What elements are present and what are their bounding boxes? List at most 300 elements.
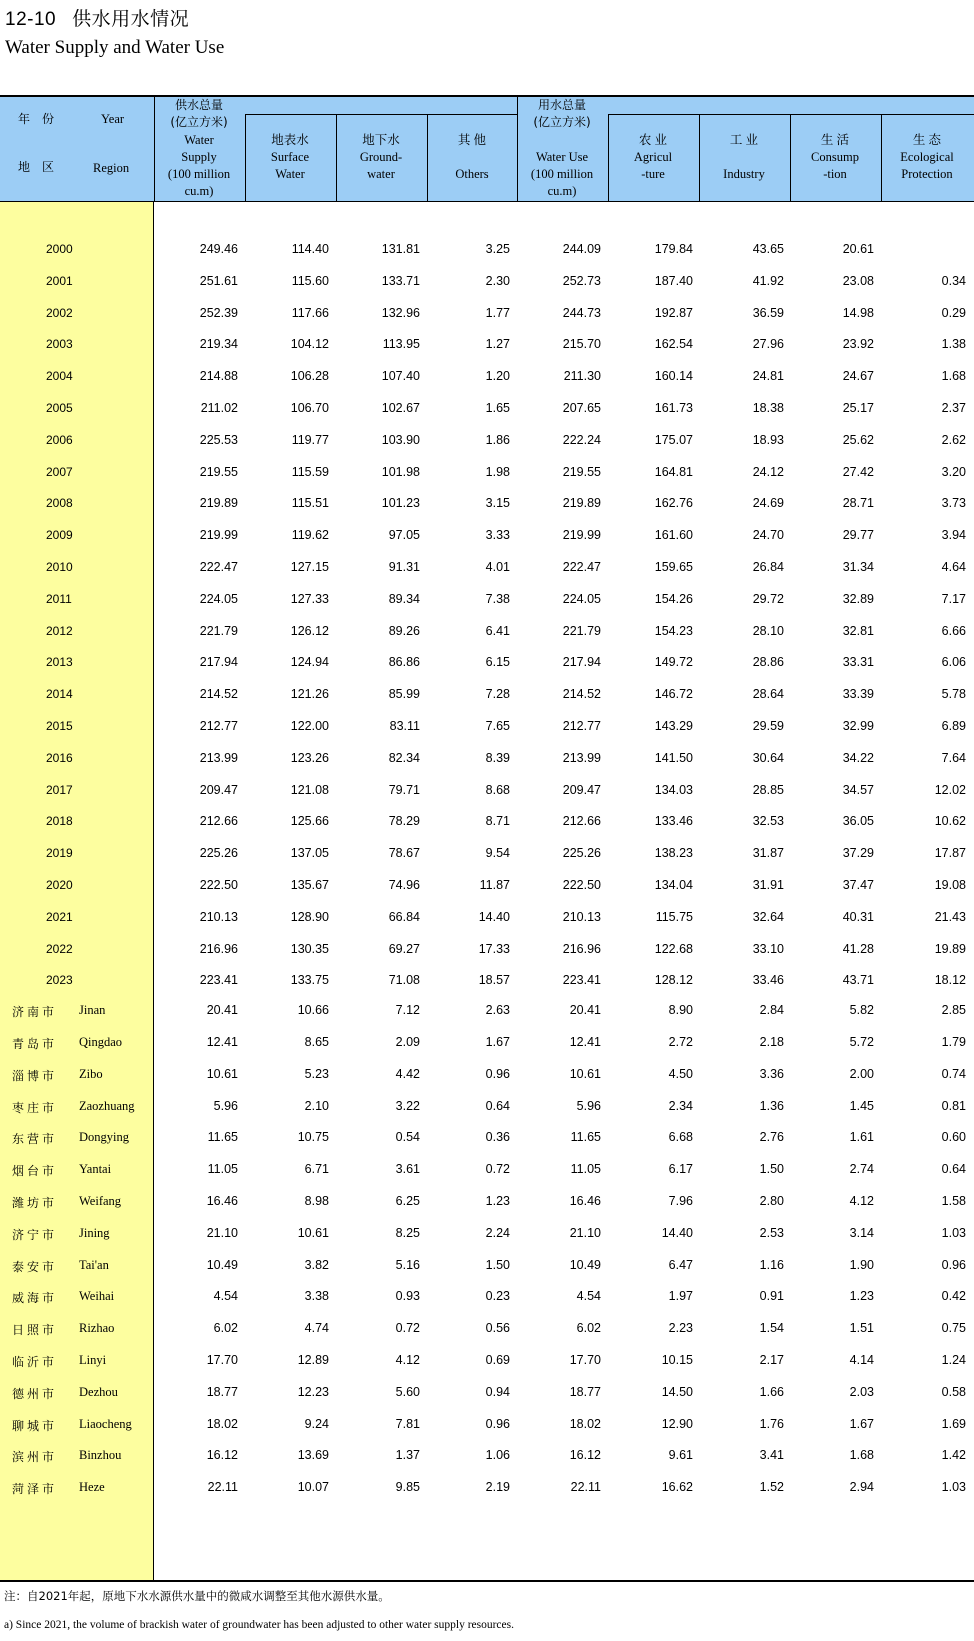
- table-cell: 14.50: [661, 1384, 693, 1399]
- table-cell: 212.77: [562, 719, 601, 733]
- table-cell: 23.92: [842, 337, 874, 352]
- table-cell: 7.12: [395, 1003, 420, 1018]
- table-cell: 29.59: [752, 719, 784, 733]
- table-row: [0, 1250, 974, 1282]
- header-divider: [245, 114, 246, 201]
- row-region-cn: 滨州市: [12, 1450, 58, 1465]
- table-cell: 97.05: [388, 528, 420, 543]
- table-cell: 8.98: [304, 1194, 329, 1208]
- table-cell: 3.41: [759, 1448, 784, 1463]
- table-cell: 85.99: [388, 687, 420, 702]
- table-cell: 5.72: [849, 1035, 874, 1049]
- table-cell: 222.24: [562, 432, 601, 447]
- row-region-en: Rizhao: [79, 1321, 115, 1336]
- table-cell: 135.67: [290, 878, 329, 892]
- table-cell: 0.96: [941, 1257, 966, 1272]
- table-cell: 1.90: [849, 1257, 874, 1272]
- table-cell: 23.08: [842, 273, 874, 288]
- row-year-label: 2021: [46, 909, 73, 924]
- table-cell: 3.73: [941, 496, 966, 511]
- table-cell: 103.90: [381, 432, 420, 447]
- table-cell: 18.38: [752, 401, 784, 415]
- table-cell: 214.52: [562, 687, 601, 702]
- table-cell: 10.66: [297, 1003, 329, 1018]
- table-cell: 3.38: [304, 1289, 329, 1304]
- table-cell: 0.75: [941, 1321, 966, 1336]
- row-region-en: Binzhou: [79, 1448, 122, 1463]
- table-cell: 0.81: [941, 1098, 966, 1113]
- table-cell: 5.82: [849, 1003, 874, 1018]
- table-cell: 175.07: [654, 432, 693, 447]
- table-cell: 4.42: [395, 1066, 420, 1081]
- table-row: [0, 1345, 974, 1377]
- row-region-en: Linyi: [79, 1353, 107, 1367]
- table-cell: 1.03: [941, 1480, 966, 1495]
- table-cell: 143.29: [654, 719, 693, 733]
- header-water-use: Water Use (100 million cu.m): [530, 150, 594, 198]
- table-cell: 28.10: [752, 623, 784, 638]
- table-cell: 9.85: [395, 1480, 420, 1495]
- table-row: [0, 329, 974, 361]
- table-cell: 0.72: [395, 1321, 420, 1336]
- table-row: [0, 1472, 974, 1504]
- table-cell: 131.81: [381, 242, 420, 256]
- table-row: [0, 552, 974, 584]
- table-cell: 0.69: [485, 1353, 510, 1367]
- row-year-label: 2013: [46, 655, 73, 670]
- table-cell: 160.14: [654, 369, 693, 384]
- table-cell: 4.74: [304, 1321, 329, 1336]
- table-cell: 10.61: [569, 1066, 601, 1081]
- table-cell: 43.71: [842, 973, 874, 988]
- table-cell: 7.38: [485, 591, 510, 606]
- table-cell: 22.11: [570, 1480, 601, 1495]
- table-cell: 19.08: [934, 878, 966, 892]
- row-region-cn: 青岛市: [12, 1037, 58, 1051]
- row-year-label: 2019: [46, 846, 73, 861]
- row-region-cn: 烟台市: [12, 1164, 58, 1179]
- table-cell: 113.95: [382, 337, 420, 352]
- table-cell: 33.31: [842, 655, 874, 670]
- table-cell: 17.33: [478, 941, 510, 956]
- table-cell: 1.50: [485, 1257, 510, 1272]
- table-cell: 0.34: [941, 273, 966, 288]
- table-cell: 17.70: [569, 1353, 601, 1367]
- table-cell: 115.75: [655, 909, 693, 924]
- table-cell: 6.15: [485, 655, 510, 670]
- table-cell: 133.75: [290, 973, 329, 988]
- table-row: [0, 1091, 974, 1123]
- table-cell: 1.69: [941, 1416, 966, 1431]
- table-cell: 123.26: [290, 750, 329, 765]
- table-cell: 1.68: [941, 369, 966, 384]
- row-region-en: Weifang: [79, 1194, 122, 1208]
- table-cell: 31.91: [752, 878, 784, 892]
- table-cell: 12.02: [934, 782, 966, 797]
- table-cell: 74.96: [388, 878, 420, 892]
- table-row: [0, 361, 974, 393]
- table-cell: 27.96: [752, 337, 784, 352]
- row-region-en: Dongying: [79, 1130, 129, 1145]
- table-cell: 187.40: [654, 273, 693, 288]
- table-cell: 7.65: [485, 719, 510, 733]
- table-cell: 37.47: [842, 878, 874, 892]
- header-region-en: Region: [93, 161, 130, 175]
- table-cell: 41.28: [842, 941, 874, 956]
- table-cell: 138.23: [654, 846, 693, 861]
- table-cell: 18.12: [934, 973, 966, 988]
- row-year-label: 2015: [46, 719, 73, 733]
- table-cell: 154.26: [654, 591, 693, 606]
- table-cell: 20.61: [842, 242, 874, 256]
- row-region-en: Tai'an: [79, 1257, 109, 1272]
- table-cell: 91.31: [388, 560, 420, 574]
- table-cell: 30.64: [752, 750, 784, 765]
- table-cell: 149.72: [654, 655, 693, 670]
- table-cell: 107.40: [381, 369, 420, 384]
- table-cell: 1.76: [759, 1416, 784, 1431]
- table-row: [0, 1027, 974, 1059]
- row-year-label: 2001: [46, 273, 73, 288]
- table-cell: 106.70: [290, 401, 329, 415]
- table-cell: 0.64: [485, 1098, 510, 1113]
- table-cell: 6.71: [304, 1162, 329, 1177]
- table-cell: 217.94: [562, 655, 601, 670]
- table-cell: 211.30: [563, 369, 601, 384]
- table-cell: 1.37: [395, 1448, 420, 1463]
- table-cell: 5.96: [576, 1098, 601, 1113]
- table-cell: 12.90: [661, 1416, 693, 1431]
- table-cell: 32.53: [752, 814, 784, 829]
- table-cell: 2.18: [759, 1035, 784, 1049]
- table-cell: 25.62: [842, 432, 874, 447]
- table-cell: 1.51: [849, 1321, 874, 1336]
- table-cell: 221.79: [199, 623, 238, 638]
- table-cell: 1.50: [759, 1162, 784, 1177]
- table-cell: 2.84: [759, 1003, 784, 1018]
- table-cell: 27.42: [842, 464, 874, 479]
- table-cell: 192.87: [654, 305, 693, 320]
- table-cell: 43.65: [752, 242, 784, 256]
- footnote-en: a) Since 2021, the volume of brackish water of groundwater has been adjusted to other water supply resources.: [4, 1619, 514, 1631]
- table-cell: 2.80: [759, 1194, 784, 1208]
- table-row: [0, 616, 974, 648]
- table-cell: 1.23: [485, 1194, 510, 1208]
- table-row: [0, 393, 974, 425]
- table-cell: 221.79: [562, 623, 601, 638]
- row-year-label: 2016: [46, 750, 73, 765]
- table-cell: 101.98: [381, 464, 420, 479]
- table-cell: 10.49: [569, 1257, 601, 1272]
- header-others: 其 他 Others: [455, 133, 489, 181]
- table-cell: 0.91: [759, 1289, 784, 1304]
- table-cell: 16.46: [206, 1194, 238, 1208]
- table-cell: 10.15: [661, 1353, 693, 1367]
- table-cell: 21.10: [569, 1225, 601, 1240]
- table-cell: 119.77: [291, 432, 329, 447]
- table-cell: 216.96: [199, 941, 238, 956]
- table-cell: 86.86: [388, 655, 420, 670]
- page-title-cn: [5, 4, 189, 31]
- table-cell: 11.65: [570, 1130, 601, 1145]
- table-cell: 24.81: [752, 369, 784, 384]
- header-region-cn: 地 区: [18, 160, 55, 174]
- table-cell: 71.08: [388, 973, 420, 988]
- header-divider: [517, 97, 518, 201]
- table-cell: 2.17: [759, 1353, 784, 1367]
- header-divider: [336, 114, 337, 201]
- table-row: [0, 902, 974, 934]
- table-cell: 3.82: [304, 1257, 329, 1272]
- table-cell: 3.36: [759, 1066, 784, 1081]
- table-cell: 2.62: [941, 432, 966, 447]
- row-region-en: Jinan: [79, 1003, 106, 1018]
- table-cell: 252.39: [199, 305, 238, 320]
- table-row: [0, 425, 974, 457]
- row-region-en: Zaozhuang: [79, 1098, 135, 1113]
- table-cell: 24.12: [752, 464, 784, 479]
- table-cell: 214.52: [199, 687, 238, 702]
- table-cell: 249.46: [199, 242, 238, 256]
- table-cell: 1.16: [759, 1257, 784, 1272]
- table-cell: 3.20: [941, 464, 966, 479]
- row-region-cn: 济宁市: [12, 1227, 58, 1242]
- row-year-label: 2007: [46, 464, 73, 479]
- table-cell: 132.96: [381, 305, 420, 320]
- table-cell: 0.42: [941, 1289, 966, 1304]
- table-cell: 4.50: [668, 1066, 693, 1081]
- table-cell: 7.96: [668, 1194, 693, 1208]
- table-cell: 219.55: [199, 464, 238, 479]
- table-cell: 244.09: [562, 242, 601, 256]
- table-cell: 2.03: [849, 1384, 874, 1399]
- table-cell: 18.77: [569, 1384, 601, 1399]
- table-cell: 0.64: [941, 1162, 966, 1177]
- table-cell: 33.46: [752, 973, 784, 988]
- row-region-en: Dezhou: [79, 1384, 118, 1399]
- table-row: [0, 1313, 974, 1345]
- table-body: [0, 202, 974, 1582]
- row-year-label: 2008: [46, 496, 73, 511]
- table-cell: 7.64: [941, 750, 966, 765]
- table-cell: 115.60: [291, 273, 329, 288]
- table-cell: 36.05: [842, 814, 874, 829]
- table-cell: 6.17: [668, 1162, 693, 1177]
- table-row: [0, 1122, 974, 1154]
- table-row: [0, 457, 974, 489]
- table-cell: 33.39: [842, 687, 874, 702]
- header-divider: [245, 114, 517, 115]
- table-cell: 222.50: [562, 878, 601, 892]
- row-year-label: 2017: [46, 782, 73, 797]
- table-cell: 19.89: [934, 941, 966, 956]
- table-cell: 126.12: [290, 623, 329, 638]
- row-year-label: 2012: [46, 623, 73, 638]
- row-region-cn: 泰安市: [12, 1259, 58, 1274]
- row-region-en: Liaocheng: [79, 1416, 132, 1431]
- table-cell: 1.45: [849, 1098, 874, 1113]
- table-cell: 2.19: [485, 1480, 510, 1495]
- table-cell: 128.12: [654, 973, 693, 988]
- table-cell: 2.72: [668, 1035, 693, 1049]
- table-cell: 5.60: [395, 1384, 420, 1399]
- table-row: [0, 1440, 974, 1472]
- row-region-cn: 枣庄市: [12, 1100, 58, 1115]
- table-cell: 8.68: [485, 782, 510, 797]
- table-cell: 5.23: [304, 1066, 329, 1081]
- row-year-label: 2003: [46, 337, 73, 352]
- table-cell: 219.34: [199, 337, 238, 352]
- table-cell: 225.26: [562, 846, 601, 861]
- table-row: [0, 965, 974, 997]
- table-cell: 36.59: [752, 305, 784, 320]
- table-row: [0, 584, 974, 616]
- header-use-group: 用水总量 (亿立方米): [533, 98, 591, 129]
- row-region-cn: 临沂市: [12, 1355, 58, 1369]
- table-cell: 2.74: [849, 1162, 874, 1177]
- table-cell: 3.22: [395, 1098, 420, 1113]
- header-year-en: Year: [101, 112, 125, 126]
- table-cell: 1.77: [485, 305, 510, 320]
- table-cell: 11.65: [207, 1130, 238, 1145]
- row-year-label: 2002: [46, 305, 73, 320]
- table-cell: 6.47: [668, 1257, 693, 1272]
- table-cell: 6.02: [576, 1321, 601, 1336]
- table-cell: 2.34: [668, 1098, 693, 1113]
- table-cell: 5.96: [213, 1098, 238, 1113]
- table-cell: 219.99: [199, 528, 238, 543]
- table-cell: 40.31: [842, 909, 874, 924]
- row-year-label: 2000: [46, 242, 73, 256]
- row-year-label: 2004: [46, 369, 73, 384]
- table-cell: 8.65: [304, 1035, 329, 1049]
- row-region-en: Weihai: [79, 1289, 115, 1304]
- table-cell: 6.06: [941, 655, 966, 670]
- table-cell: 89.34: [388, 591, 420, 606]
- row-region-cn: 淄博市: [12, 1068, 58, 1083]
- table-cell: 3.61: [395, 1162, 420, 1177]
- table-cell: 154.23: [654, 623, 693, 638]
- table-cell: 0.94: [485, 1384, 510, 1399]
- table-cell: 222.47: [199, 560, 238, 574]
- table-cell: 0.74: [941, 1066, 966, 1081]
- table-cell: 28.71: [842, 496, 874, 511]
- table-cell: 223.41: [562, 973, 601, 988]
- row-region-cn: 菏泽市: [12, 1482, 58, 1497]
- table-cell: 214.88: [199, 369, 238, 384]
- table-cell: 8.39: [485, 750, 510, 765]
- table-cell: 34.57: [842, 782, 874, 797]
- table-cell: 146.72: [654, 687, 693, 702]
- table-cell: 102.67: [381, 401, 420, 415]
- table-cell: 225.26: [199, 846, 238, 861]
- row-region-cn: 日照市: [12, 1323, 58, 1338]
- table-cell: 4.01: [485, 560, 510, 574]
- table-cell: 1.52: [759, 1480, 784, 1495]
- table-cell: 207.65: [562, 401, 601, 415]
- table-cell: 209.47: [562, 782, 601, 797]
- table-cell: 10.49: [206, 1257, 238, 1272]
- table-cell: 0.54: [395, 1130, 420, 1145]
- table-cell: 6.89: [941, 719, 966, 733]
- table-cell: 8.71: [485, 814, 510, 829]
- table-cell: 216.96: [562, 941, 601, 956]
- table-cell: 141.50: [654, 750, 693, 765]
- table-cell: 2.10: [304, 1098, 329, 1113]
- table-cell: 4.54: [576, 1289, 601, 1304]
- header-divider: [608, 114, 609, 201]
- table-number: 12-10: [5, 9, 57, 30]
- table-row: [0, 1281, 974, 1313]
- table-cell: 7.17: [941, 591, 966, 606]
- table-row: [0, 647, 974, 679]
- table-cell: 2.23: [668, 1321, 693, 1336]
- table-cell: 79.71: [388, 782, 420, 797]
- table-cell: 13.69: [297, 1448, 329, 1463]
- table-cell: 0.96: [485, 1416, 510, 1431]
- table-cell: 1.36: [759, 1098, 784, 1113]
- table-cell: 1.61: [849, 1130, 874, 1145]
- table-cell: 29.72: [752, 591, 784, 606]
- table-row: [0, 775, 974, 807]
- table-cell: 121.26: [290, 687, 329, 702]
- table-cell: 130.35: [290, 941, 329, 956]
- table-cell: 17.70: [206, 1353, 238, 1367]
- table-cell: 162.54: [654, 337, 693, 352]
- table-cell: 83.11: [389, 719, 420, 733]
- table-cell: 223.41: [199, 973, 238, 988]
- table-cell: 66.84: [388, 909, 420, 924]
- table-cell: 28.85: [752, 782, 784, 797]
- table-cell: 33.10: [752, 941, 784, 956]
- table-cell: 0.96: [485, 1066, 510, 1081]
- table-cell: 24.70: [752, 528, 784, 543]
- table-row: [0, 806, 974, 838]
- table-cell: 161.73: [654, 401, 693, 415]
- table-cell: 4.64: [941, 560, 966, 574]
- table-cell: 1.67: [485, 1035, 510, 1049]
- table-cell: 1.23: [849, 1289, 874, 1304]
- table-cell: 5.78: [941, 687, 966, 702]
- table-cell: 0.29: [941, 305, 966, 320]
- table-cell: 32.99: [842, 719, 874, 733]
- table-cell: 3.33: [485, 528, 510, 543]
- table-header: [0, 95, 974, 202]
- table-cell: 18.77: [206, 1384, 238, 1399]
- row-region-cn: 潍坊市: [12, 1196, 58, 1210]
- table-cell: 219.99: [562, 528, 601, 543]
- table-cell: 125.66: [290, 814, 329, 829]
- table-cell: 10.07: [297, 1480, 329, 1495]
- table-cell: 2.53: [759, 1225, 784, 1240]
- table-cell: 16.12: [206, 1448, 238, 1463]
- table-cell: 16.46: [569, 1194, 601, 1208]
- table-cell: 6.68: [668, 1130, 693, 1145]
- row-region-en: Yantai: [79, 1162, 112, 1177]
- table-cell: 12.41: [206, 1035, 238, 1049]
- row-year-label: 2014: [46, 687, 73, 702]
- table-cell: 101.23: [381, 496, 420, 511]
- row-region-en: Jining: [79, 1225, 110, 1240]
- table-cell: 2.94: [849, 1480, 874, 1495]
- table-cell: 5.16: [395, 1257, 420, 1272]
- row-region-cn: 威海市: [12, 1291, 58, 1306]
- table-cell: 164.81: [654, 464, 693, 479]
- row-region-cn: 聊城市: [12, 1418, 58, 1433]
- table-cell: 3.25: [485, 242, 510, 256]
- table-cell: 209.47: [199, 782, 238, 797]
- row-region-en: Qingdao: [79, 1035, 123, 1049]
